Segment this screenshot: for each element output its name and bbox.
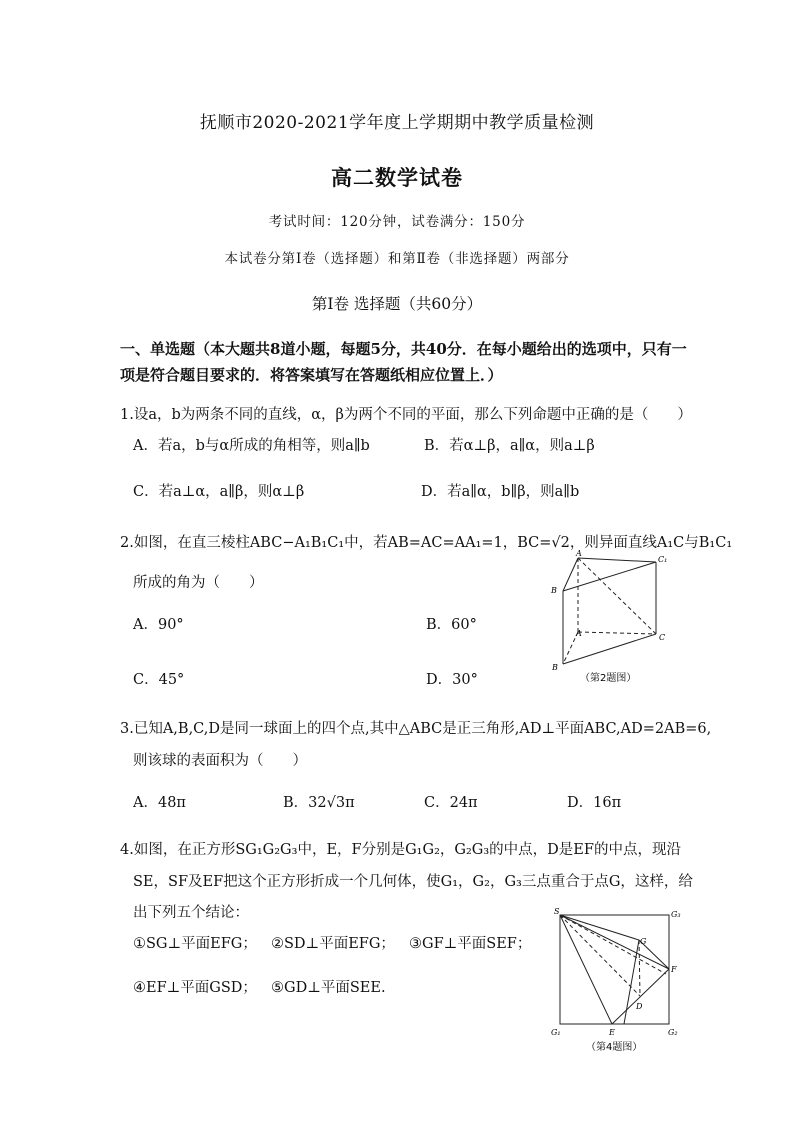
q2-label-b: B xyxy=(552,663,558,672)
q4-conclusion-3: ③GF⊥平面SEF； xyxy=(409,936,532,952)
q2-stem-line1: 2.如图，在直三棱柱ABC−A₁B₁C₁中，若AB=AC=AA₁=1，BC=√2，则异面直线A₁C与B₁C₁ xyxy=(120,535,733,551)
volume-heading: 第Ⅰ卷 选择题（共60分） xyxy=(311,295,483,313)
q3-option-c: C．24π xyxy=(424,795,478,811)
q2-label-a: A xyxy=(576,629,582,638)
q3-option-b: B．32√3π xyxy=(283,795,355,811)
section-heading: 一、单选题（本大题共8道小题，每题5分，共40分．在每小题给出的选项中，只有一项是符合题目要求的．将答案填写在答题纸相应位置上．） xyxy=(120,340,687,384)
q3-option-a: A．48π xyxy=(133,795,186,811)
q4-label-g2: G₂ xyxy=(668,1028,678,1037)
q2-option-b: B．60° xyxy=(426,617,477,633)
q1-option-d: D．若a∥α，b∥β，则a∥b xyxy=(421,484,580,500)
q4-label-g1: G₁ xyxy=(551,1028,561,1037)
q2-label-b1: B xyxy=(551,586,557,595)
q2-stem-line2: 所成的角为（ ） xyxy=(133,575,264,591)
q4-label-g: G xyxy=(640,937,647,946)
q4-square-figure xyxy=(548,906,688,1058)
exam-subtitle: 高二数学试卷 xyxy=(331,165,463,190)
exam-title: 抚顺市2020-2021学年度上学期期中教学质量检测 xyxy=(199,113,595,133)
q4-label-g3: G₃ xyxy=(671,910,681,919)
q4-label-s: S xyxy=(554,907,560,916)
q4-stem-line3: 出下列五个结论： xyxy=(133,905,249,921)
q2-figure-caption: （第2题图） xyxy=(580,673,637,684)
q1-option-a: A．若a，b与α所成的角相等，则a∥b xyxy=(133,438,370,454)
exam-info: 考试时间：120分钟，试卷满分：150分 xyxy=(268,214,526,230)
q1-stem: 1.设a，b为两条不同的直线，α，β为两个不同的平面，那么下列命题中正确的是（ ） xyxy=(120,407,692,423)
q4-conclusion-5: ⑤GD⊥平面SEE. xyxy=(271,980,386,996)
q4-stem-line1: 4.如图，在正方形SG₁G₂G₃中，E，F分别是G₁G₂，G₂G₃的中点，D是EF的中点，现沿 xyxy=(120,842,681,858)
q1-option-c: C．若a⊥α，a∥β，则α⊥β xyxy=(133,484,305,500)
q2-label-a1: A xyxy=(576,549,582,558)
q3-stem-line1: 3.已知A,B,C,D是同一球面上的四个点,其中△ABC是正三角形,AD⊥平面ABC,AD=2AB=6, xyxy=(120,721,712,737)
q4-conclusion-2: ②SD⊥平面EFG； xyxy=(271,936,395,952)
q4-conclusion-1: ①SG⊥平面EFG； xyxy=(133,936,257,952)
q2-option-c: C．45° xyxy=(133,672,185,688)
q2-label-c1: C₁ xyxy=(658,555,668,564)
q4-conclusion-4: ④EF⊥平面GSD； xyxy=(133,980,257,996)
q3-option-d: D．16π xyxy=(567,795,622,811)
q3-stem-line2: 则该球的表面积为（ ） xyxy=(133,753,307,769)
q4-stem-line2: SE，SF及EF把这个正方形折成一个几何体，使G₁，G₂，G₃三点重合于点G，这样，给 xyxy=(133,874,693,890)
q4-label-e: E xyxy=(609,1028,615,1037)
q2-option-a: A．90° xyxy=(133,617,184,633)
q4-label-d: D xyxy=(636,1002,643,1011)
q1-option-b: B．若α⊥β，a∥α，则a⊥β xyxy=(424,438,595,454)
q2-option-d: D．30° xyxy=(426,672,478,688)
q2-label-c: C xyxy=(659,633,666,642)
q4-label-f: F xyxy=(671,965,677,974)
exam-parts-info: 本试卷分第Ⅰ卷（选择题）和第Ⅱ卷（非选择题）两部分 xyxy=(224,251,570,267)
q2-prism-figure xyxy=(546,548,676,688)
q4-figure-caption: （第4题图） xyxy=(586,1042,643,1053)
